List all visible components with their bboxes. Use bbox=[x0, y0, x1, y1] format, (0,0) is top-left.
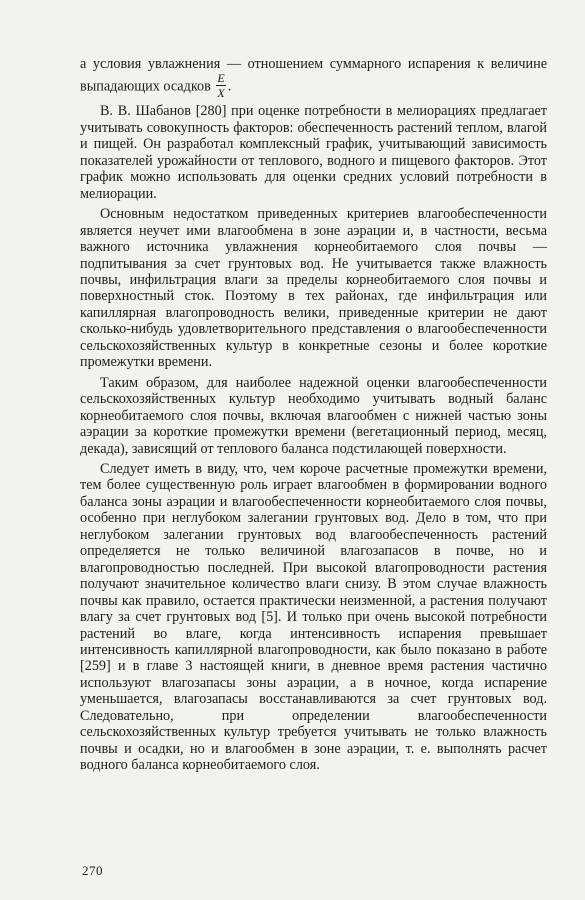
body-text bbox=[80, 56, 547, 774]
fraction-numerator: E bbox=[217, 71, 225, 86]
paragraph-intro-text: а условия увлажнения — отношением суммарного испарения к величине выпадающих осадков bbox=[80, 56, 547, 95]
paragraph-shabanov: В. В. Шабанов [280] при оценке потребности в мелиорациях предлагает учитывать совокупность факторов: обеспеченность растений теплом, влагой и пищей. Он разработал комплексный график, учитывающий зависимость показателей урожайности от теплового, водного и пищевого факторов. Этот график можно использовать для оценки средних условий потребности в мелиорации. bbox=[80, 103, 547, 202]
paragraph-intro bbox=[80, 56, 547, 99]
paragraph-drawback: Основным недостатком приведенных критериев влагообеспеченности является неучет ими влагообмена в зоне аэрации и, в частности, весьма важного источника увлажнения корнеобитаемого слоя почвы — подпитывания за счет грунтовых вод. Не учитывается также влажность почвы, инфильтрация влаги за пределы корнеобитаемого слоя почвы и поверхностный сток. Поэтому в тех районах, где инфильтрация или капиллярная влагопроводность велики, приведенные критерии не дают сколько-нибудь удовлетворительного представления о влагообеспеченности сельскохозяйственных культур в конкретные сезоны и более короткие промежутки времени. bbox=[80, 206, 547, 371]
page-number: 270 bbox=[82, 863, 103, 878]
fraction-denominator: X bbox=[217, 86, 225, 101]
paragraph-intro-end: . bbox=[227, 78, 232, 95]
paragraph-note: Следует иметь в виду, что, чем короче расчетные промежутки времени, тем более существенную роль играет влагообмен в формировании водного баланса зоны аэрации и влагообеспеченности корнеобитаемого слоя почвы, особенно при неглубоком залегании грунтовых вод. Дело в том, что при неглубоком залегании грунтовых вод влагообеспеченность растений определяется не только величиной влагозапасов в почве, но и влагопроводностью последней. При высокой влагопроводности растения получают значительное количество влаги снизу. В этом случае влажность почвы как правило, остается практически неизменной, а растения получают влагу за счет грунтовых вод [5]. И только при очень высокой потребности растений во влаге, когда интенсивность испарения превышает интенсивность капиллярной влагопроводности, как было показано в работе [259] и в главе 3 настоящей книги, в дневное время растения частично используют влагозапасы зоны аэрации, а в ночное, когда испарение уменьшается, влагозапасы восстанавливаются за счет грунтовых вод. Следовательно, при определении влагообеспеченности сельскохозяйственных культур требуется учитывать не только влажность почвы и осадки, но и влагообмен в зоне аэрации, т. е. выполнять расчет водного баланса корнеобитаемого слоя. bbox=[80, 460, 547, 774]
evaporation-precipitation-fraction bbox=[216, 72, 225, 99]
paragraph-conclusion: Таким образом, для наиболее надежной оценки влагообеспеченности сельскохозяйственных культур необходимо учитывать водный баланс корнеобитаемого слоя почвы, включая влагообмен с нижней частью зоны аэрации за короткие промежутки времени (вегетационный период, месяц, декада), зависящий от теплового баланса подстилающей поверхности. bbox=[80, 374, 547, 457]
